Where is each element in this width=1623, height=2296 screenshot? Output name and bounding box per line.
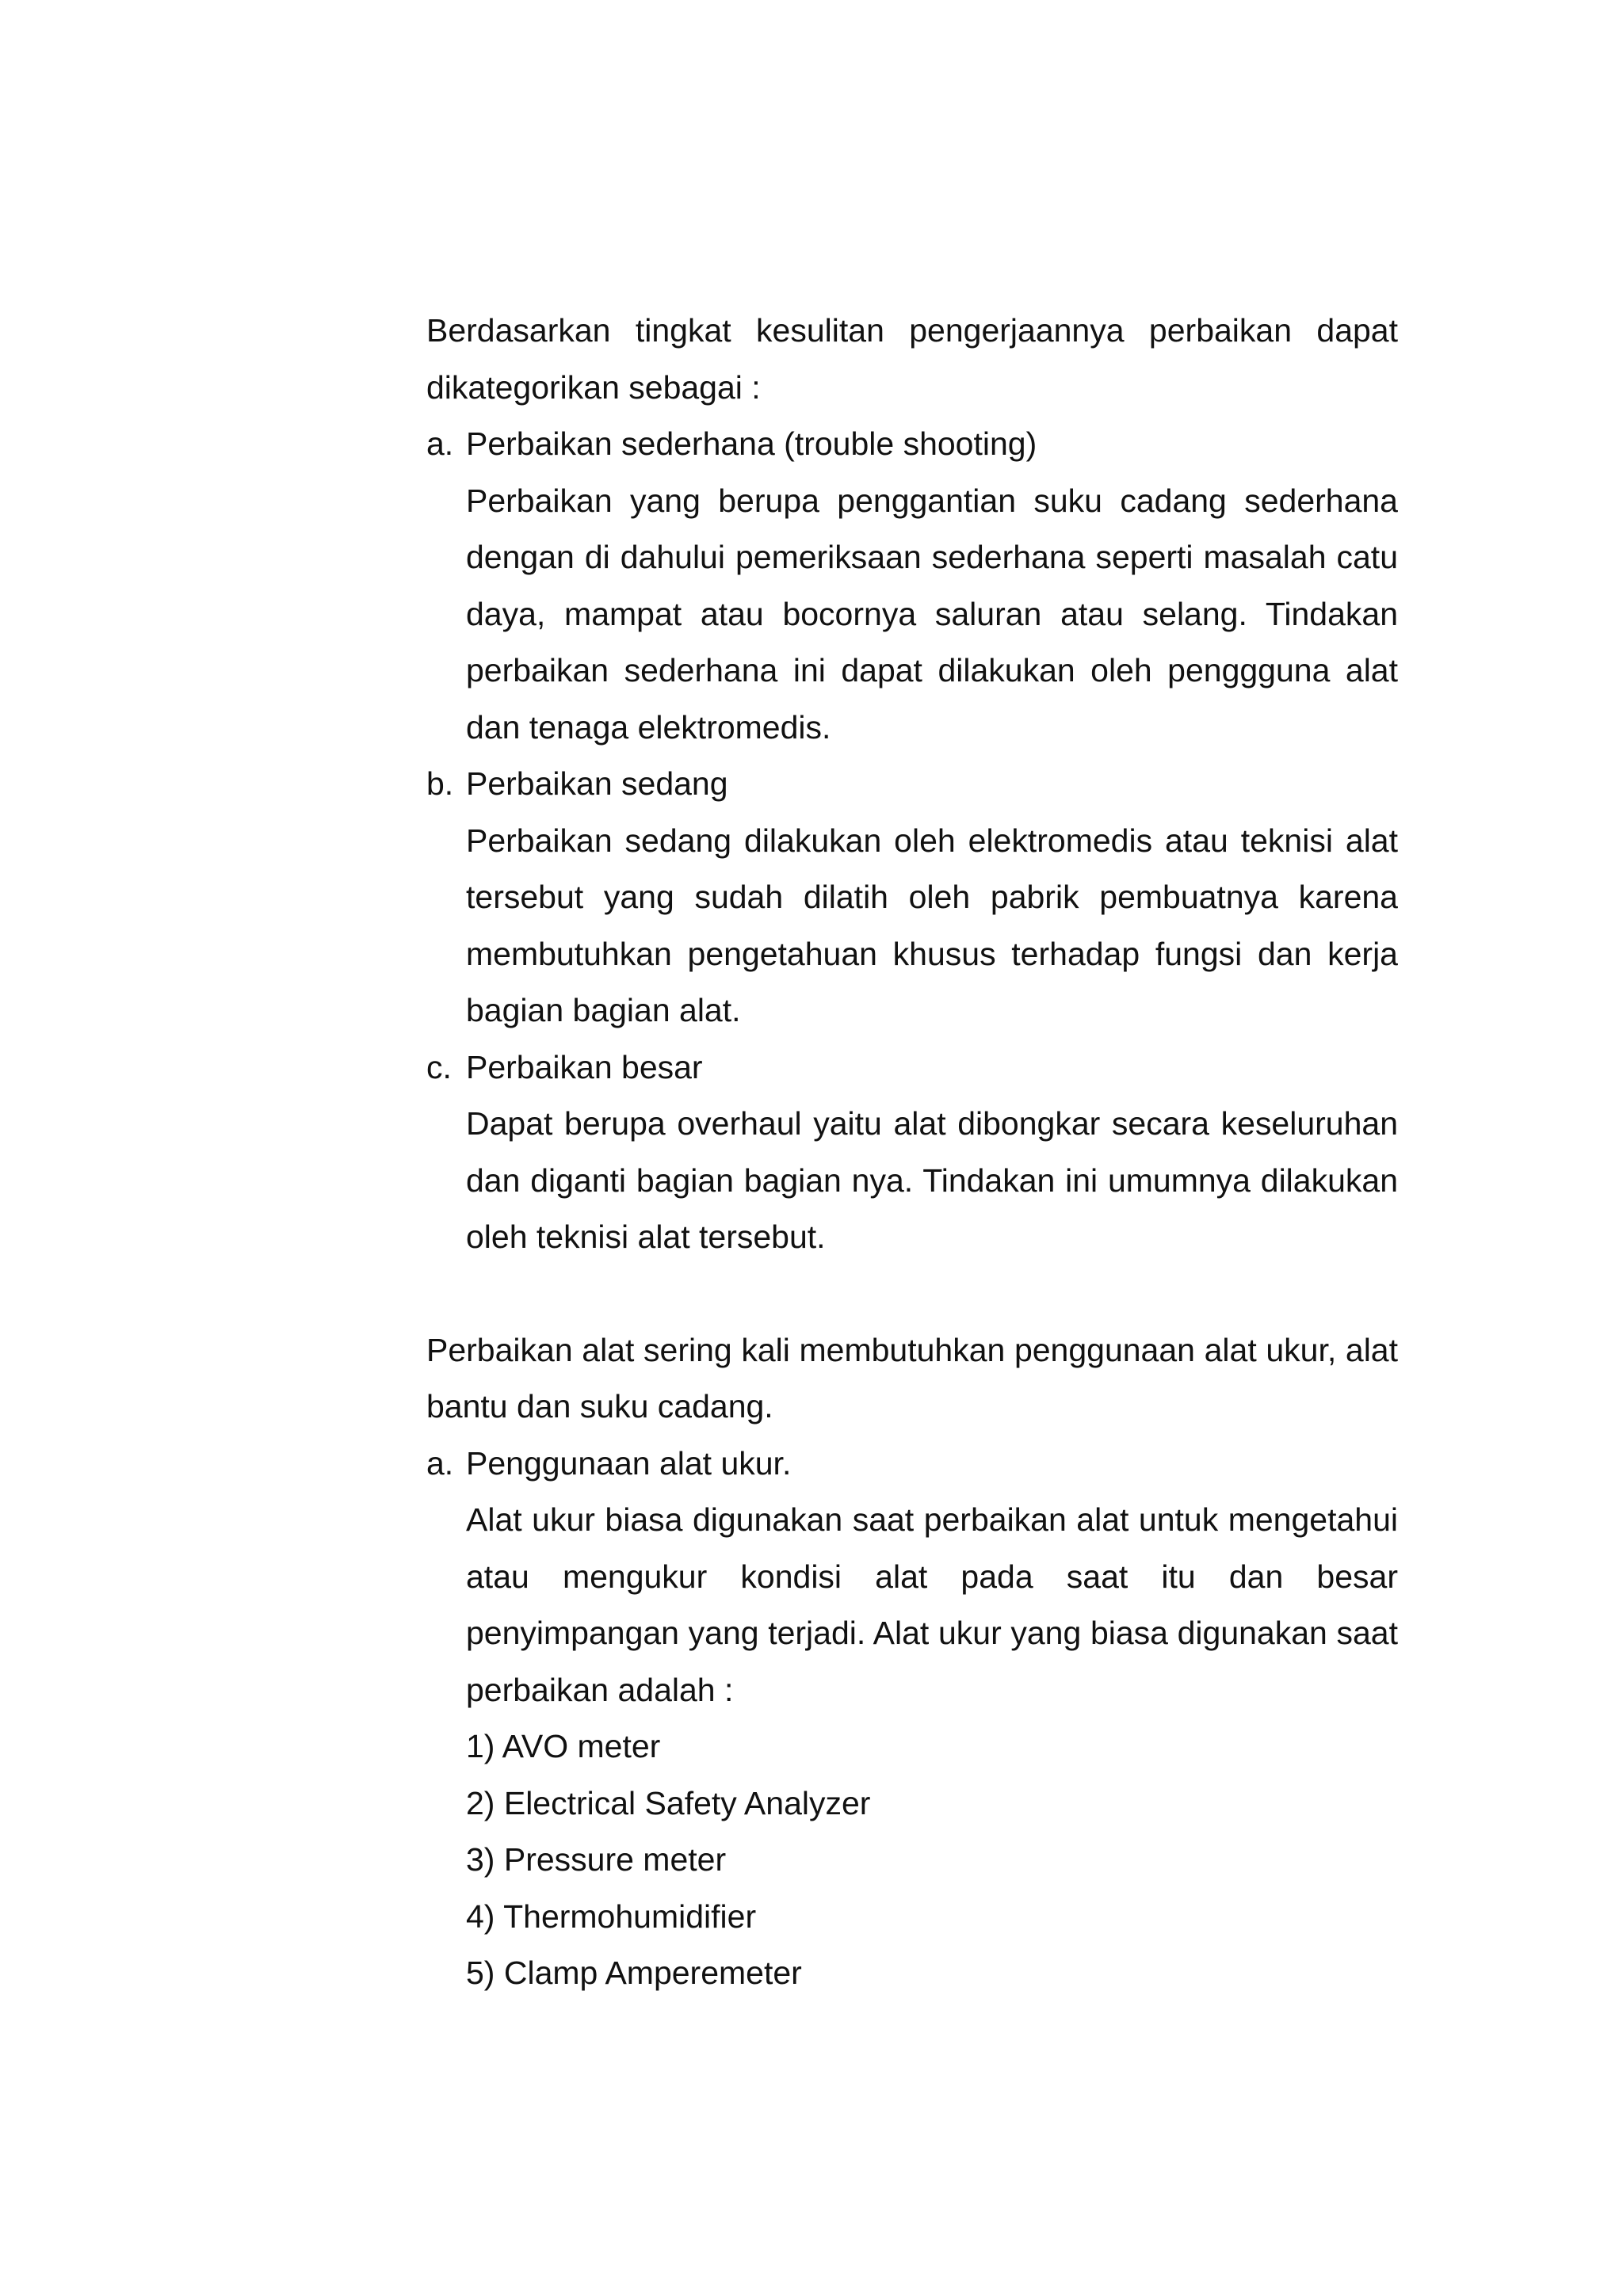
list-item-title: Perbaikan sedang <box>466 765 728 802</box>
list-item-a-simple-repair <box>426 416 1398 473</box>
list-item-title: Penggunaan alat ukur. <box>466 1444 792 1482</box>
list-item-body: Perbaikan yang berupa penggantian suku cadang sederhana dengan di dahului pemeriksaan sederhana seperti masalah catu daya, mampat atau bocornya saluran atau selang. Tindakan perbaikan sederhana ini dapat dilakukan oleh penggguna alat dan tenaga elektromedis. <box>466 482 1398 746</box>
list-marker: c. <box>426 1048 452 1085</box>
intro-paragraph-tools: Perbaikan alat sering kali membutuhkan penggunaan alat ukur, alat bantu dan suku cadang. <box>426 1331 1398 1425</box>
tool-item: 3) Pressure meter <box>466 1841 727 1878</box>
list-item-body: Alat ukur biasa digunakan saat perbaikan alat untuk mengetahui atau mengukur kondisi alat pada saat itu dan besar penyimpangan yang terjadi. Alat ukur yang biasa digunakan saat perbaikan adalah : <box>466 1501 1398 1708</box>
list-item-c-major-repair <box>426 1039 1398 1097</box>
list-item-a-measuring-tools <box>426 1436 1398 1493</box>
list-item-body: Dapat berupa overhaul yaitu alat dibongkar secara keseluruhan dan diganti bagian bagian nya. Tindakan ini umumnya dilakukan oleh teknisi alat tersebut. <box>466 1105 1398 1255</box>
list-item-title: Perbaikan besar <box>466 1048 703 1085</box>
intro-paragraph-categories: Berdasarkan tingkat kesulitan pengerjaannya perbaikan dapat dikategorikan sebagai : <box>426 312 1398 406</box>
tool-item: 4) Thermohumidifier <box>466 1897 757 1935</box>
list-marker: b. <box>426 765 454 802</box>
list-item-title: Perbaikan sederhana (trouble shooting) <box>466 425 1037 462</box>
list-item-b-medium-repair <box>426 756 1398 813</box>
tool-item: 2) Electrical Safety Analyzer <box>466 1784 871 1821</box>
measuring-tools-list <box>466 1718 1398 2002</box>
tool-item: 1) AVO meter <box>466 1728 661 1764</box>
document-page <box>426 303 1398 2002</box>
paragraph-spacer <box>426 1266 1398 1322</box>
list-item-body: Perbaikan sedang dilakukan oleh elektromedis atau teknisi alat tersebut yang sudah dilatih oleh pabrik pembuatnya karena membutuhkan pengetahuan khusus terhadap fungsi dan kerja bagian bagian alat. <box>466 822 1398 1028</box>
list-marker: a. <box>426 1444 454 1482</box>
list-marker: a. <box>426 425 454 462</box>
tool-item: 5) Clamp Amperemeter <box>466 1955 802 1991</box>
